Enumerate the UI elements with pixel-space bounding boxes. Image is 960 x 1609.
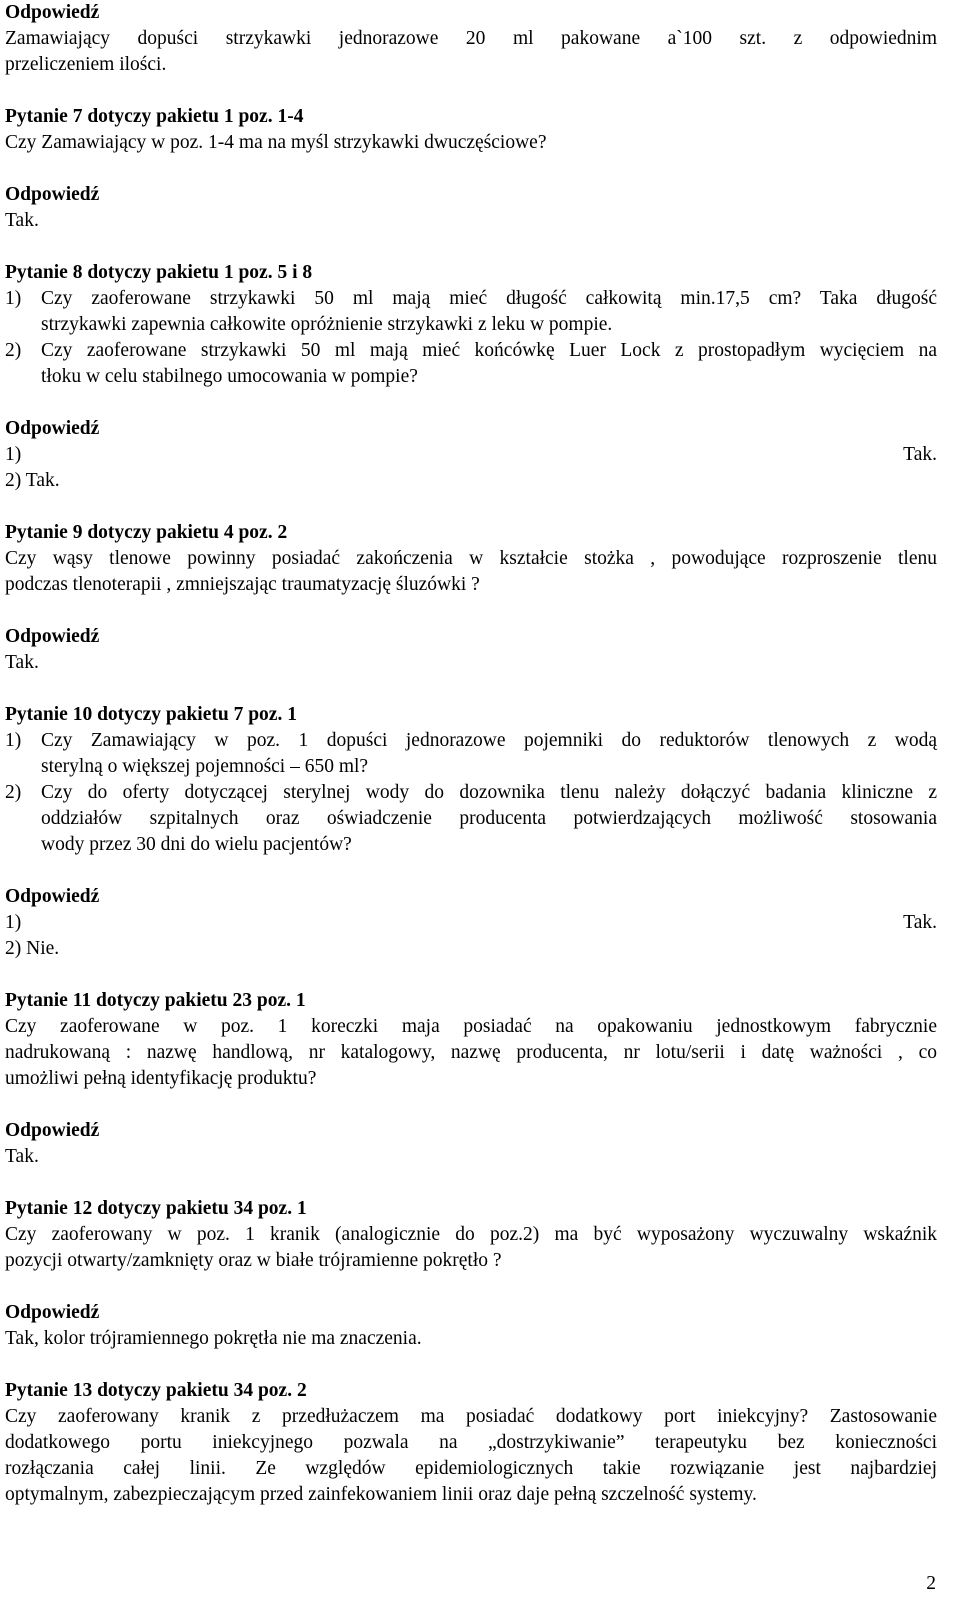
answer-heading: Odpowiedź (5, 1120, 100, 1141)
spacer (5, 156, 937, 182)
text-line: umożliwi pełną identyfikację produktu? (5, 1068, 317, 1089)
spacer (5, 598, 937, 624)
list-item (5, 780, 937, 858)
answer-heading: Odpowiedź (5, 886, 100, 907)
text-line: strzykawki zapewnia całkowite opróżnienie strzykawki z leku w pompie. (41, 314, 613, 335)
spacer (5, 858, 937, 884)
list-item-text (41, 286, 937, 338)
answer-heading: Odpowiedź (5, 1302, 100, 1323)
text-line: Czy do oferty dotyczącej sterylnej wody do dozownika tlenu należy dołączyć badania kliniczne z (41, 782, 937, 803)
list-number: 1) (5, 730, 22, 751)
text-line: Zamawiający dopuści strzykawki jednorazowe 20 ml pakowane a`100 szt. z odpowiednim (5, 28, 937, 49)
text-line: Czy zaoferowane strzykawki 50 ml mają mieć końcówkę Luer Lock z prostopadłym wycięciem na (41, 340, 937, 361)
spacer (5, 78, 937, 104)
list-item (5, 338, 937, 390)
list-number: 2) (5, 340, 22, 361)
text-line: sterylną o większej pojemności – 650 ml? (41, 756, 369, 777)
spacer (5, 1274, 937, 1300)
text-line: Tak, kolor trójramiennego pokrętła nie ma znaczenia. (5, 1328, 422, 1349)
text-line: 1) Tak. (5, 912, 937, 933)
text-line: 2) Nie. (5, 938, 60, 959)
text-line: Czy wąsy tlenowe powinny posiadać zakończenia w kształcie stożka , powodujące rozproszenie tlenu (5, 548, 937, 569)
text-line: optymalnym, zabezpieczającym przed zainfekowaniem linii oraz daje pełną szczelność systemy. (5, 1484, 757, 1505)
answer-heading: Odpowiedź (5, 626, 100, 647)
text-line: Czy zaoferowane w poz. 1 koreczki maja posiadać na opakowaniu jednostkowym fabrycznie (5, 1016, 937, 1037)
list-number: 1) (5, 288, 22, 309)
question-heading: Pytanie 11 dotyczy pakietu 23 poz. 1 (5, 990, 306, 1011)
document-page (5, 0, 937, 1508)
answer-heading: Odpowiedź (5, 418, 100, 439)
list-item-text (41, 338, 937, 390)
spacer (5, 676, 937, 702)
spacer (5, 1352, 937, 1378)
question-heading: Pytanie 9 dotyczy pakietu 4 poz. 2 (5, 522, 288, 543)
spacer (5, 234, 937, 260)
text-line: Tak. (5, 210, 39, 231)
text-line: przeliczeniem ilości. (5, 54, 167, 75)
text-line: Czy zaoferowany kranik z przedłużaczem ma posiadać dodatkowy port iniekcyjny? Zastosowanie (5, 1406, 937, 1427)
text-line: Czy zaoferowane strzykawki 50 ml mają mieć długość całkowitą min.17,5 cm? Taka długość (41, 288, 937, 309)
text-line: rozłączania całej linii. Ze względów epidemiologicznych takie rozwiązanie jest najbardziej (5, 1458, 937, 1479)
list-item (5, 728, 937, 780)
text-line: wody przez 30 dni do wielu pacjentów? (41, 834, 352, 855)
text-line: Tak. (5, 1146, 39, 1167)
list-number: 2) (5, 782, 22, 803)
answer-heading: Odpowiedź (5, 2, 100, 23)
question-heading: Pytanie 13 dotyczy pakietu 34 poz. 2 (5, 1380, 307, 1401)
text-line: Czy Zamawiający w poz. 1 dopuści jednorazowe pojemniki do reduktorów tlenowych z wodą (41, 730, 937, 751)
spacer (5, 494, 937, 520)
spacer (5, 962, 937, 988)
text-line: 2) Tak. (5, 470, 60, 491)
list-item-text (41, 728, 937, 780)
text-line: pozycji otwarty/zamknięty oraz w białe trójramienne pokrętło ? (5, 1250, 502, 1271)
text-line: 1) Tak. (5, 444, 937, 465)
text-line: dodatkowego portu iniekcyjnego pozwala na „dostrzykiwanie” terapeutyku bez konieczności (5, 1432, 937, 1453)
spacer (5, 390, 937, 416)
spacer (5, 1092, 937, 1118)
list-item-text (41, 780, 937, 858)
text-line: Czy zaoferowany w poz. 1 kranik (analogicznie do poz.2) ma być wyposażony wyczuwalny wskaźnik (5, 1224, 937, 1245)
text-line: Czy Zamawiający w poz. 1-4 ma na myśl strzykawki dwuczęściowe? (5, 132, 547, 153)
text-line: Tak. (5, 652, 39, 673)
question-heading: Pytanie 10 dotyczy pakietu 7 poz. 1 (5, 704, 297, 725)
question-heading: Pytanie 12 dotyczy pakietu 34 poz. 1 (5, 1198, 307, 1219)
question-heading: Pytanie 7 dotyczy pakietu 1 poz. 1-4 (5, 106, 304, 127)
text-line: oddziałów szpitalnych oraz oświadczenie producenta potwierdzających możliwość stosowania (41, 808, 937, 829)
answer-heading: Odpowiedź (5, 184, 100, 205)
page-number: 2 (926, 1573, 936, 1594)
spacer (5, 1170, 937, 1196)
text-line: tłoku w celu stabilnego umocowania w pompie? (41, 366, 418, 387)
text-line: nadrukowaną : nazwę handlową, nr katalogowy, nazwę producenta, nr lotu/serii i datę ważności , co (5, 1042, 937, 1063)
question-heading: Pytanie 8 dotyczy pakietu 1 poz. 5 i 8 (5, 262, 313, 283)
text-line: podczas tlenoterapii , zmniejszając traumatyzację śluzówki ? (5, 574, 480, 595)
list-item (5, 286, 937, 338)
